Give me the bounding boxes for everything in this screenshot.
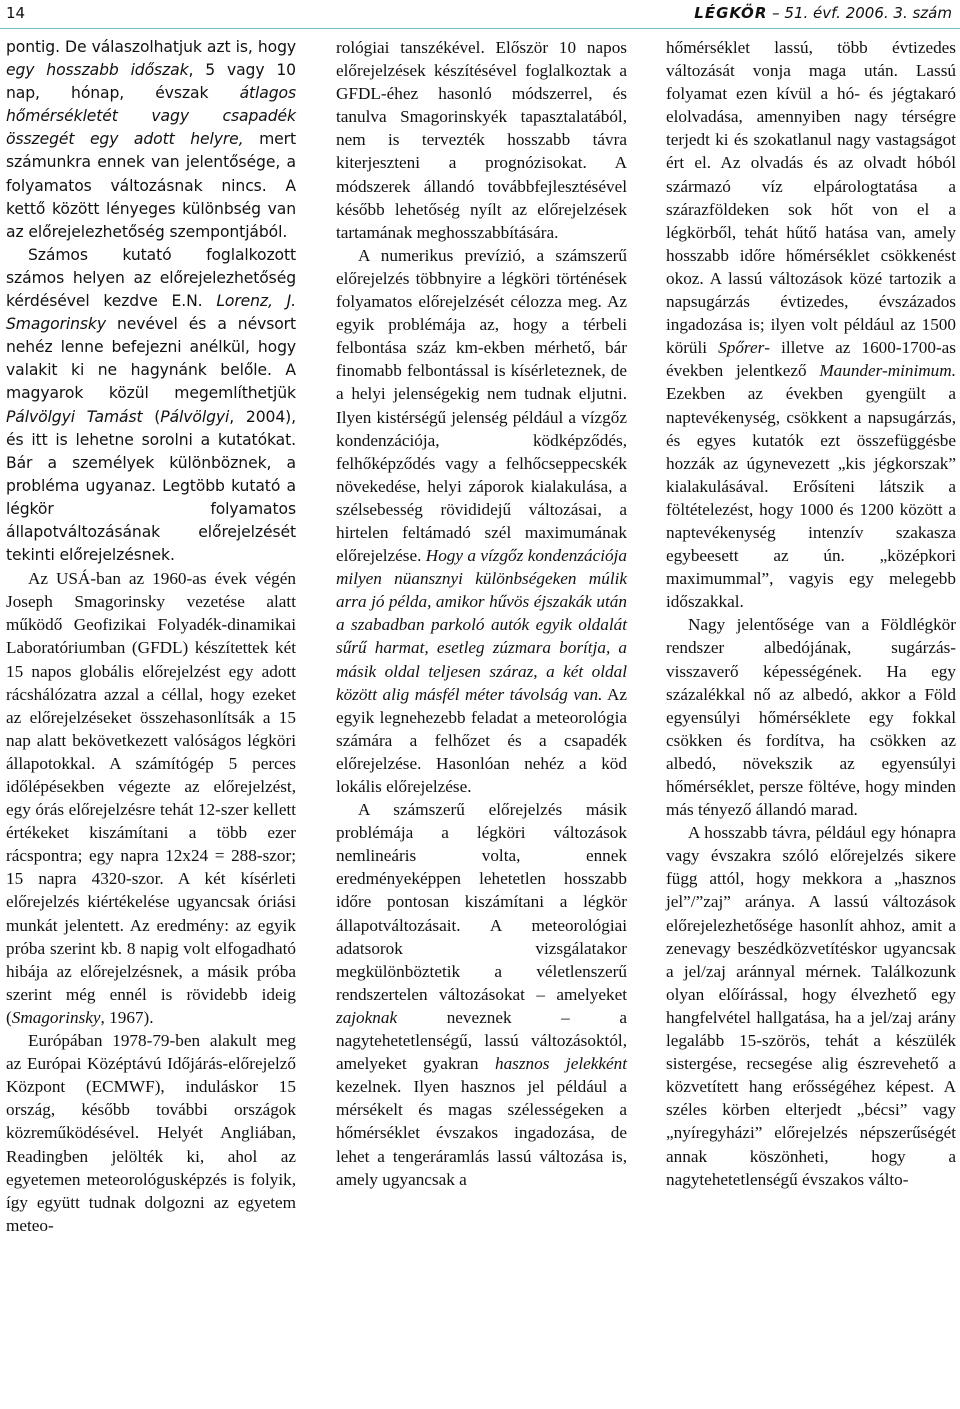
text-run: - illetve az 1600-1700-as években jelentkező (666, 338, 956, 381)
text-run-italic: Pálvölgyi (160, 407, 230, 426)
text-run-italic: Spőrer (718, 338, 765, 358)
paragraph-5: rológiai tanszékével. Először 10 napos előrejelzések készítésével foglalkoztak a GFDL-éhez hasonló módszerrel, és tanulva Smagorinskyék tapasztalatából, nem is tervezték hosszabb távra kiterjeszteni a prognózisokat. A módszerek állandó továbbfejlesztésével később lehetőség nyílt az előrejelzések tartamának meghosszabbítására. (336, 38, 627, 242)
text-run: ( (142, 407, 161, 426)
text-run: nevével és a névsort nehéz lenne befejezni anélkül, hogy valakit ki ne hagynánk belőle. A magyarok közül megemlíthetjük (6, 315, 296, 403)
paragraph-7 (336, 798, 627, 1191)
text-run-italic: zajoknak (336, 1007, 398, 1027)
text-run: hőmérséklet lassú, több évtizedes változását vonja maga után. Lassú folyamat ezen kívül a hó- és jégtakaró elolvadása, amennyiben nagy térségre terjedt ki és szokatlanul nagy vastagságot ért el. Az olvadás és az olvadt hóból származó víz elpárologtatása a szárazföldeken sok hőt von el a légkörből, tehát hűtő hatása van, amely hosszabb időre hőmérséklet csökkenést okoz. A lassú változások közé tartozik a napsugárzás évtizedes, évszázados ingadozása is; ilyen volt például az 1500 körüli (666, 38, 956, 358)
text-run-italic: hasznos jelekként (494, 1054, 627, 1074)
text-run-italic: egy hosszabb időszak (6, 61, 189, 80)
paragraph-10: A hosszabb távra, például egy hónapra vagy évszakra szóló előrejelzés sikere függ attól, hogy mekkora a „hasznos jel”/”zaj” aránya. A lassú változások előrejelezhetősége hasonlít ahhoz, amit a zenevagy beszédközvetítéskor ugyancsak a jel/zaj aránnyal mérnek. Találkozunk olyan előírással, hogy élvezhető egy hangfelvétel hallgatása, ha a jel/zaj arány legalább 15-szörös, tehát a készülék sistergése, recsegése alig észrevehető a közvetített hang erősségéhez képest. A széles körben elterjedt „bécsi” vagy „nyíregyházi” előrejelzés népszerűségét annak köszönheti, hogy a nagytehetetlenségű évszakos válto- (666, 823, 956, 1189)
running-head (694, 4, 952, 22)
text-run: , 2004), és itt is lehetne sorolni a kutatókat. Bár a személyek különböznek, a probléma ugyanaz. Legtöbb kutató a légkör folyamatos állapotváltozásának előrejelzését tekinti előrejelzésnek. (6, 407, 296, 565)
column-1 (6, 36, 296, 1237)
journal-title: LÉGKÖR (694, 4, 768, 22)
text-run-italic: Maunder-minimum. (819, 361, 956, 381)
paragraph-2 (6, 244, 296, 567)
text-run: , 1967). (100, 1007, 154, 1027)
paragraph-3 (6, 567, 296, 1029)
text-run-italic: Smagorinsky (11, 1007, 101, 1027)
header-rule (0, 28, 960, 29)
text-run: Az egyik legnehezebb feladat a meteorológia számára a felhőzet és a csapadék előrejelzése. Hasonlóan nehéz a köd lokális előrejelzése. (336, 684, 627, 796)
text-run: neveznek – a nagytehetetlenségű, lassú változásoktól, amelyeket gyakran (336, 1007, 627, 1074)
text-run-italic: Hogy a vízgőz kondenzációja milyen nüansznyi különbségeken múlik arra jó példa, amikor hűvös éjszakák után a szabadban parkoló autók egyik oldalát sűrű harmat, esetleg zúzmara borítja, a másik oldal teljesen száraz, a két oldal között alig másfél méter távolság van. (336, 546, 627, 704)
text-run: Ezekben az években gyengült a naptevékenység, csökkent a napsugárzás, és egyes kutatók ezt összefüggésbe hozzák az úgynevezett „kis jégkorszak” kialakulásával. Erősíteni látszik a föltételezést, hogy 1000 és 1200 között a naptevékenység intenzív szakasza egybeesett az ún. „középkori maximummal”, vagyis egy melegebb időszakkal. (666, 384, 956, 612)
issue-info: – 51. évf. 2006. 3. szám (772, 4, 952, 22)
paragraph-9: Nagy jelentősége van a Földlégkör rendszer albedójának, sugárzás-visszaverő képességének. Ha egy százalékkal nő az albedó, akkor a Föld egyensúlyi hőmérséklete egy fokkal csökken és fordítva, ha csökken az albedó, növekszik az egyensúlyi hőmérséklet, persze föltéve, hogy minden más tényező állandó marad. (666, 615, 956, 820)
column-2 (336, 36, 627, 1191)
text-run: A számszerű előrejelzés másik problémája a légköri változások nemlineáris volta, ennek eredményeképpen lehetetlen hosszabb időre pontosan kiszámítani a légkör állapotváltozásait. A meteorológiai adatsorok vizsgálatakor megkülönböztetik a véletlenszerű rendszertelen változásokat – amelyeket (336, 800, 627, 1004)
text-run-italic: átlagos hőmérsékletét vagy csapadék összegét egy adott helyre, (6, 84, 296, 149)
text-run: , 5 vagy 10 nap, hónap, évszak (6, 61, 296, 103)
paragraph-4: Európában 1978-79-ben alakult meg az Európai Középtávú Időjárás-előrejelző Központ (ECMWF), induláskor 15 ország, később további országok közreműködésével. Helyét Angliában, Readingben jelölték ki, ahol az egyetemen meteorológusképzés is folyik, így együtt tudnak dolgozni az egyetem meteo- (6, 1031, 296, 1235)
page-header (0, 0, 960, 30)
text-run: Számos kutató foglalkozott számos helyen az előrejelezhetőség kérdésével kezdve E.N. (6, 245, 296, 311)
text-run: A numerikus prevízió, a számszerű előrejelzés többnyire a légköri történések folyamatos előrejelzését célozza meg. Az egyik problémája az, hogy a térbeli felbontása száz km-ekben mérhető, bár finomabb felbontással is kísérleteznek, de a helyi jelenségekig nem tudnak eljutni. Ilyen kistérségű jelenség például a vízgőz kondenzációja, ködképződés, felhőképződés vagy a felhőcseppecskék növekedése, helyi záporok kialakulása, a szélsebesség rövididejű változásai, a hirtelen feltámadó szél maximumának előrejelzése. (336, 245, 627, 566)
paragraph-6 (336, 244, 627, 798)
paragraph-8 (666, 36, 956, 613)
page-number: 14 (6, 4, 26, 22)
text-run-italic: Pálvölgyi Tamást (6, 407, 143, 426)
text-run: mert számunkra ennek van jelentősége, a folyamatos változásnak nincs. A kettő között lényeges különbség van az előrejelezhetőség szempontjából. (6, 130, 296, 241)
column-3 (666, 36, 956, 1191)
paragraph-1 (6, 36, 296, 244)
text-run: Az USÁ-ban az 1960-as évek végén Joseph Smagorinsky vezetése alatt működő Geofizikai Folyadék-dinamikai Laboratóriumban (GFDL) készítettek két 15 napos globális előrejelzést egy adott rácshálózatra azzal a céllal, hogy ezeket az előrejelzéseket összehasonlítsák a 15 nap alatt bekövetkezett valóságos légköri állapotokkal. A számítógép 5 perces időlépésekben végezte az előrejelzést, egy órás előrejelzésre tehát 12-szer kellett értékeket kiszámítani a több ezer rácspontra; egy napra 12x24 = 288-szor; 15 napra 4320-szor. A két kísérleti előrejelzés kiértékelése ugyancsak óriási munkát jelentett. Az eredmény: az egyik próba szerint kb. 8 napig volt elfogadható hibája az előrejelzésnek, a másik próba szerint még ennél is rövidebb ideig ( (6, 569, 296, 1027)
text-run: pontig. De válaszolhatjuk azt is, hogy (6, 38, 296, 56)
text-run: kezelnek. Ilyen hasznos jel például a mérsékelt és magas szélességeken a hőmérséklet évszakos ingadozása, de lehet a tengeráramlás lassú változása is, amely ugyancsak a (336, 1077, 627, 1189)
text-run-italic: Lorenz, J. Smagorinsky (6, 292, 297, 334)
